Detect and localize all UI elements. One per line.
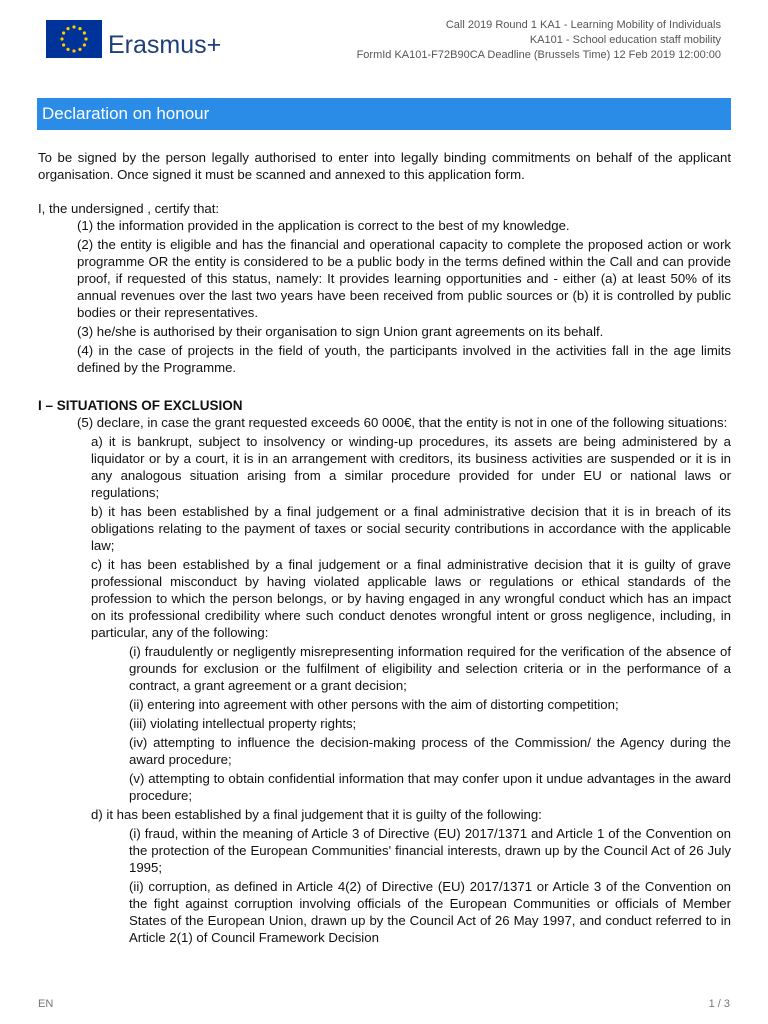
exclusion-c-v: (v) attempting to obtain confidential information that may confer upon it undue advantages in the award procedure; — [129, 771, 731, 803]
declaration-item-2: (2) the entity is eligible and has the financial and operational capacity to complete the proposed action or work programme OR the entity is considered to be a public body in the terms defined within the Call and can provide proof, if requested of this status, namely: It provides learning opportunities and - either (a) at least 50% of its annual revenues over the last two years have been received from public sources or (b) it is controlled by public bodies or their representatives. — [77, 237, 731, 320]
exclusion-d-i: (i) fraud, within the meaning of Article 3 of Directive (EU) 2017/1371 and Article 1 of the Convention on the protection of the European Communities' financial interests, drawn up by the Council Act of 26 July 1995; — [129, 826, 731, 875]
exclusion-a: a) it is bankrupt, subject to insolvency or winding-up procedures, its assets are being administered by a liquidator or by a court, it is in an arrangement with creditors, its business activities are suspended or it is in any analogous situation arising from a similar procedure provided for under EU or national laws or regulations; — [91, 434, 731, 500]
section-title: Declaration on honour — [37, 98, 731, 130]
declaration-item-1: (1) the information provided in the application is correct to the best of my knowledge. — [77, 218, 570, 233]
form-id-deadline: FormId KA101-F72B90CA Deadline (Brussels Time) 12 Feb 2019 12:00:00 — [356, 49, 721, 61]
declaration-item-3: (3) he/she is authorised by their organisation to sign Union grant agreements on its behalf. — [77, 324, 604, 339]
language-code: EN — [38, 998, 54, 1010]
exclusion-d: d) it has been established by a final judgement that it is guilty of the following: — [91, 807, 542, 822]
svg-text:Erasmus+: Erasmus+ — [108, 31, 222, 59]
erasmus-logo — [46, 20, 226, 64]
call-info — [281, 18, 721, 63]
exclusion-heading: I – SITUATIONS OF EXCLUSION — [38, 398, 243, 413]
declaration-body — [38, 149, 731, 948]
page-number: 1 / 3 — [708, 998, 730, 1010]
declaration-item-4: (4) in the case of projects in the field of youth, the participants involved in the activities fall in the age limits defined by the Programme. — [77, 343, 731, 375]
exclusion-c: c) it has been established by a final judgement or a final administrative decision that it is guilty of grave professional misconduct by having violated applicable laws or regulations or ethical standards of the profession to which the person belongs, or by having engaged in any wrongful conduct which has an impact on its professional credibility where such conduct denotes wrongful intent or gross negligence, including, in particular, any of the following: — [91, 557, 731, 640]
call-name: Call 2019 Round 1 KA1 - Learning Mobility of Individuals — [445, 19, 721, 31]
exclusion-c-iii: (iii) violating intellectual property rights; — [129, 716, 357, 731]
certify-line: I, the undersigned , certify that: — [38, 201, 220, 216]
exclusion-c-ii: (ii) entering into agreement with other persons with the aim of distorting competition; — [129, 697, 619, 712]
exclusion-d-ii: (ii) corruption, as defined in Article 4(2) of Directive (EU) 2017/1371 or Article 3 of the Convention on the fight against corruption involving officials of the European Communities or officials of Member States of the European Union, drawn up by the Council Act of 26 May 1997, and conduct referred to in Article 2(1) of Council Framework Decision — [129, 879, 731, 945]
action-name: KA101 - School education staff mobility — [529, 34, 721, 46]
exclusion-intro: (5) declare, in case the grant requested exceeds 60 000€, that the entity is not in one of the following situations: — [77, 415, 728, 430]
intro-text: To be signed by the person legally authorised to enter into legally binding commitments on behalf of the applicant organisation. Once signed it must be scanned and annexed to this application form. — [38, 150, 731, 182]
exclusion-c-i: (i) fraudulently or negligently misrepresenting information required for the verification of the absence of grounds for exclusion or the fulfilment of eligibility and selection criteria or in the performance of a contract, a grant agreement or a grant decision; — [129, 644, 731, 693]
exclusion-b: b) it has been established by a final judgement or a final administrative decision that it is in breach of its obligations relating to the payment of taxes or social security contributions in accordance with the applicable law; — [91, 504, 731, 553]
exclusion-c-iv: (iv) attempting to influence the decision-making process of the Commission/ the Agency during the award procedure; — [129, 735, 731, 767]
